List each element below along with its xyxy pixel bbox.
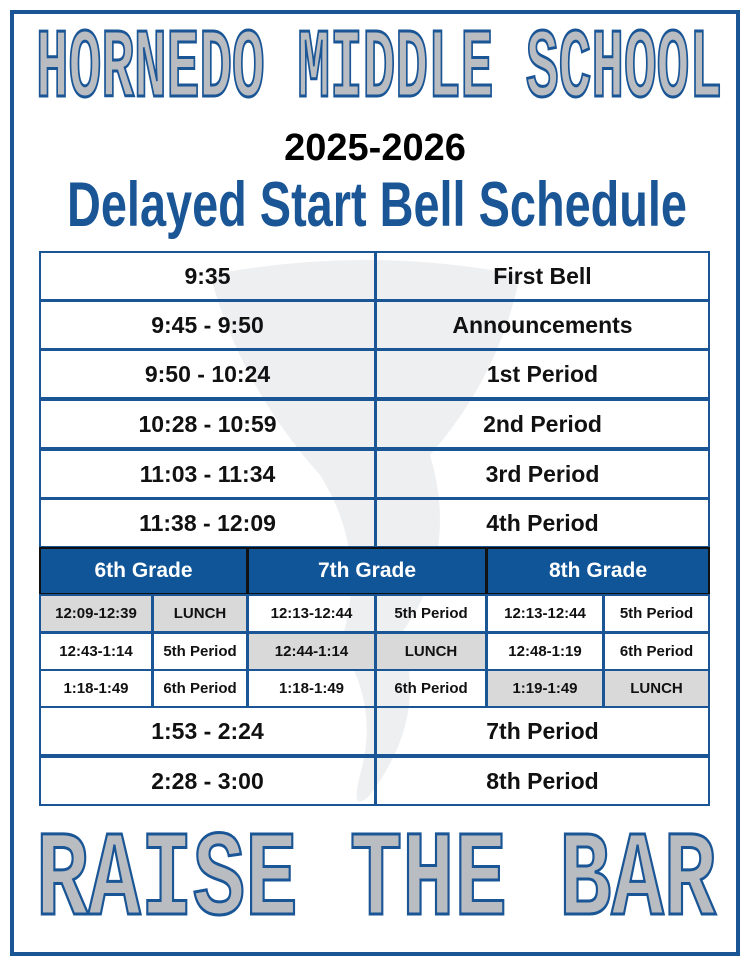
grade-event-cell: 6th Period — [603, 632, 710, 671]
grade-time-cell: 1:18-1:49 — [39, 669, 153, 708]
svg-text:HORNEDO MIDDLE SCHOOL: HORNEDO MIDDLE SCHOOL — [36, 15, 722, 126]
grade-event-cell: 5th Period — [603, 594, 710, 633]
event-cell: 1st Period — [375, 349, 710, 399]
grade-event-cell: 5th Period — [152, 632, 248, 671]
event-cell: First Bell — [375, 251, 710, 301]
grade-event-cell: LUNCH — [152, 594, 248, 633]
grade-time-cell: 12:43-1:14 — [39, 632, 153, 671]
svg-text:Delayed Start Bell Schedule: Delayed Start Bell Schedule — [67, 172, 687, 240]
event-cell: 2nd Period — [375, 399, 710, 449]
grade-event-cell: 5th Period — [375, 594, 487, 633]
grade-time-cell: 1:18-1:49 — [247, 669, 376, 708]
grade-time-cell: 12:13-12:44 — [486, 594, 604, 633]
svg-text:RAISE THE BAR: RAISE THE BAR — [36, 812, 717, 951]
slogan — [34, 812, 718, 952]
grade-header: 8th Grade — [486, 547, 710, 595]
time-cell: 11:03 - 11:34 — [39, 449, 376, 499]
event-cell: 4th Period — [375, 498, 710, 548]
grade-time-cell: 12:48-1:19 — [486, 632, 604, 671]
grade-event-cell: LUNCH — [375, 632, 487, 671]
time-cell: 10:28 - 10:59 — [39, 399, 376, 449]
event-cell: 3rd Period — [375, 449, 710, 499]
grade-header: 7th Grade — [247, 547, 487, 595]
school-name — [34, 14, 726, 126]
grade-time-cell: 1:19-1:49 — [486, 669, 604, 708]
grade-event-cell: 6th Period — [375, 669, 487, 708]
event-cell: 8th Period — [375, 756, 710, 806]
grade-time-cell: 12:13-12:44 — [247, 594, 376, 633]
time-cell: 11:38 - 12:09 — [39, 498, 376, 548]
grade-time-cell: 12:44-1:14 — [247, 632, 376, 671]
grade-event-cell: LUNCH — [603, 669, 710, 708]
time-cell: 2:28 - 3:00 — [39, 756, 376, 806]
time-cell: 1:53 - 2:24 — [39, 706, 376, 756]
school-year: 2025-2026 — [284, 127, 466, 169]
event-cell: 7th Period — [375, 706, 710, 756]
event-cell: Announcements — [375, 300, 710, 350]
grade-time-cell: 12:09-12:39 — [39, 594, 153, 633]
time-cell: 9:50 - 10:24 — [39, 349, 376, 399]
grade-event-cell: 6th Period — [152, 669, 248, 708]
time-cell: 9:35 — [39, 251, 376, 301]
time-cell: 9:45 - 9:50 — [39, 300, 376, 350]
grade-header: 6th Grade — [39, 547, 248, 595]
page-title — [66, 172, 690, 246]
